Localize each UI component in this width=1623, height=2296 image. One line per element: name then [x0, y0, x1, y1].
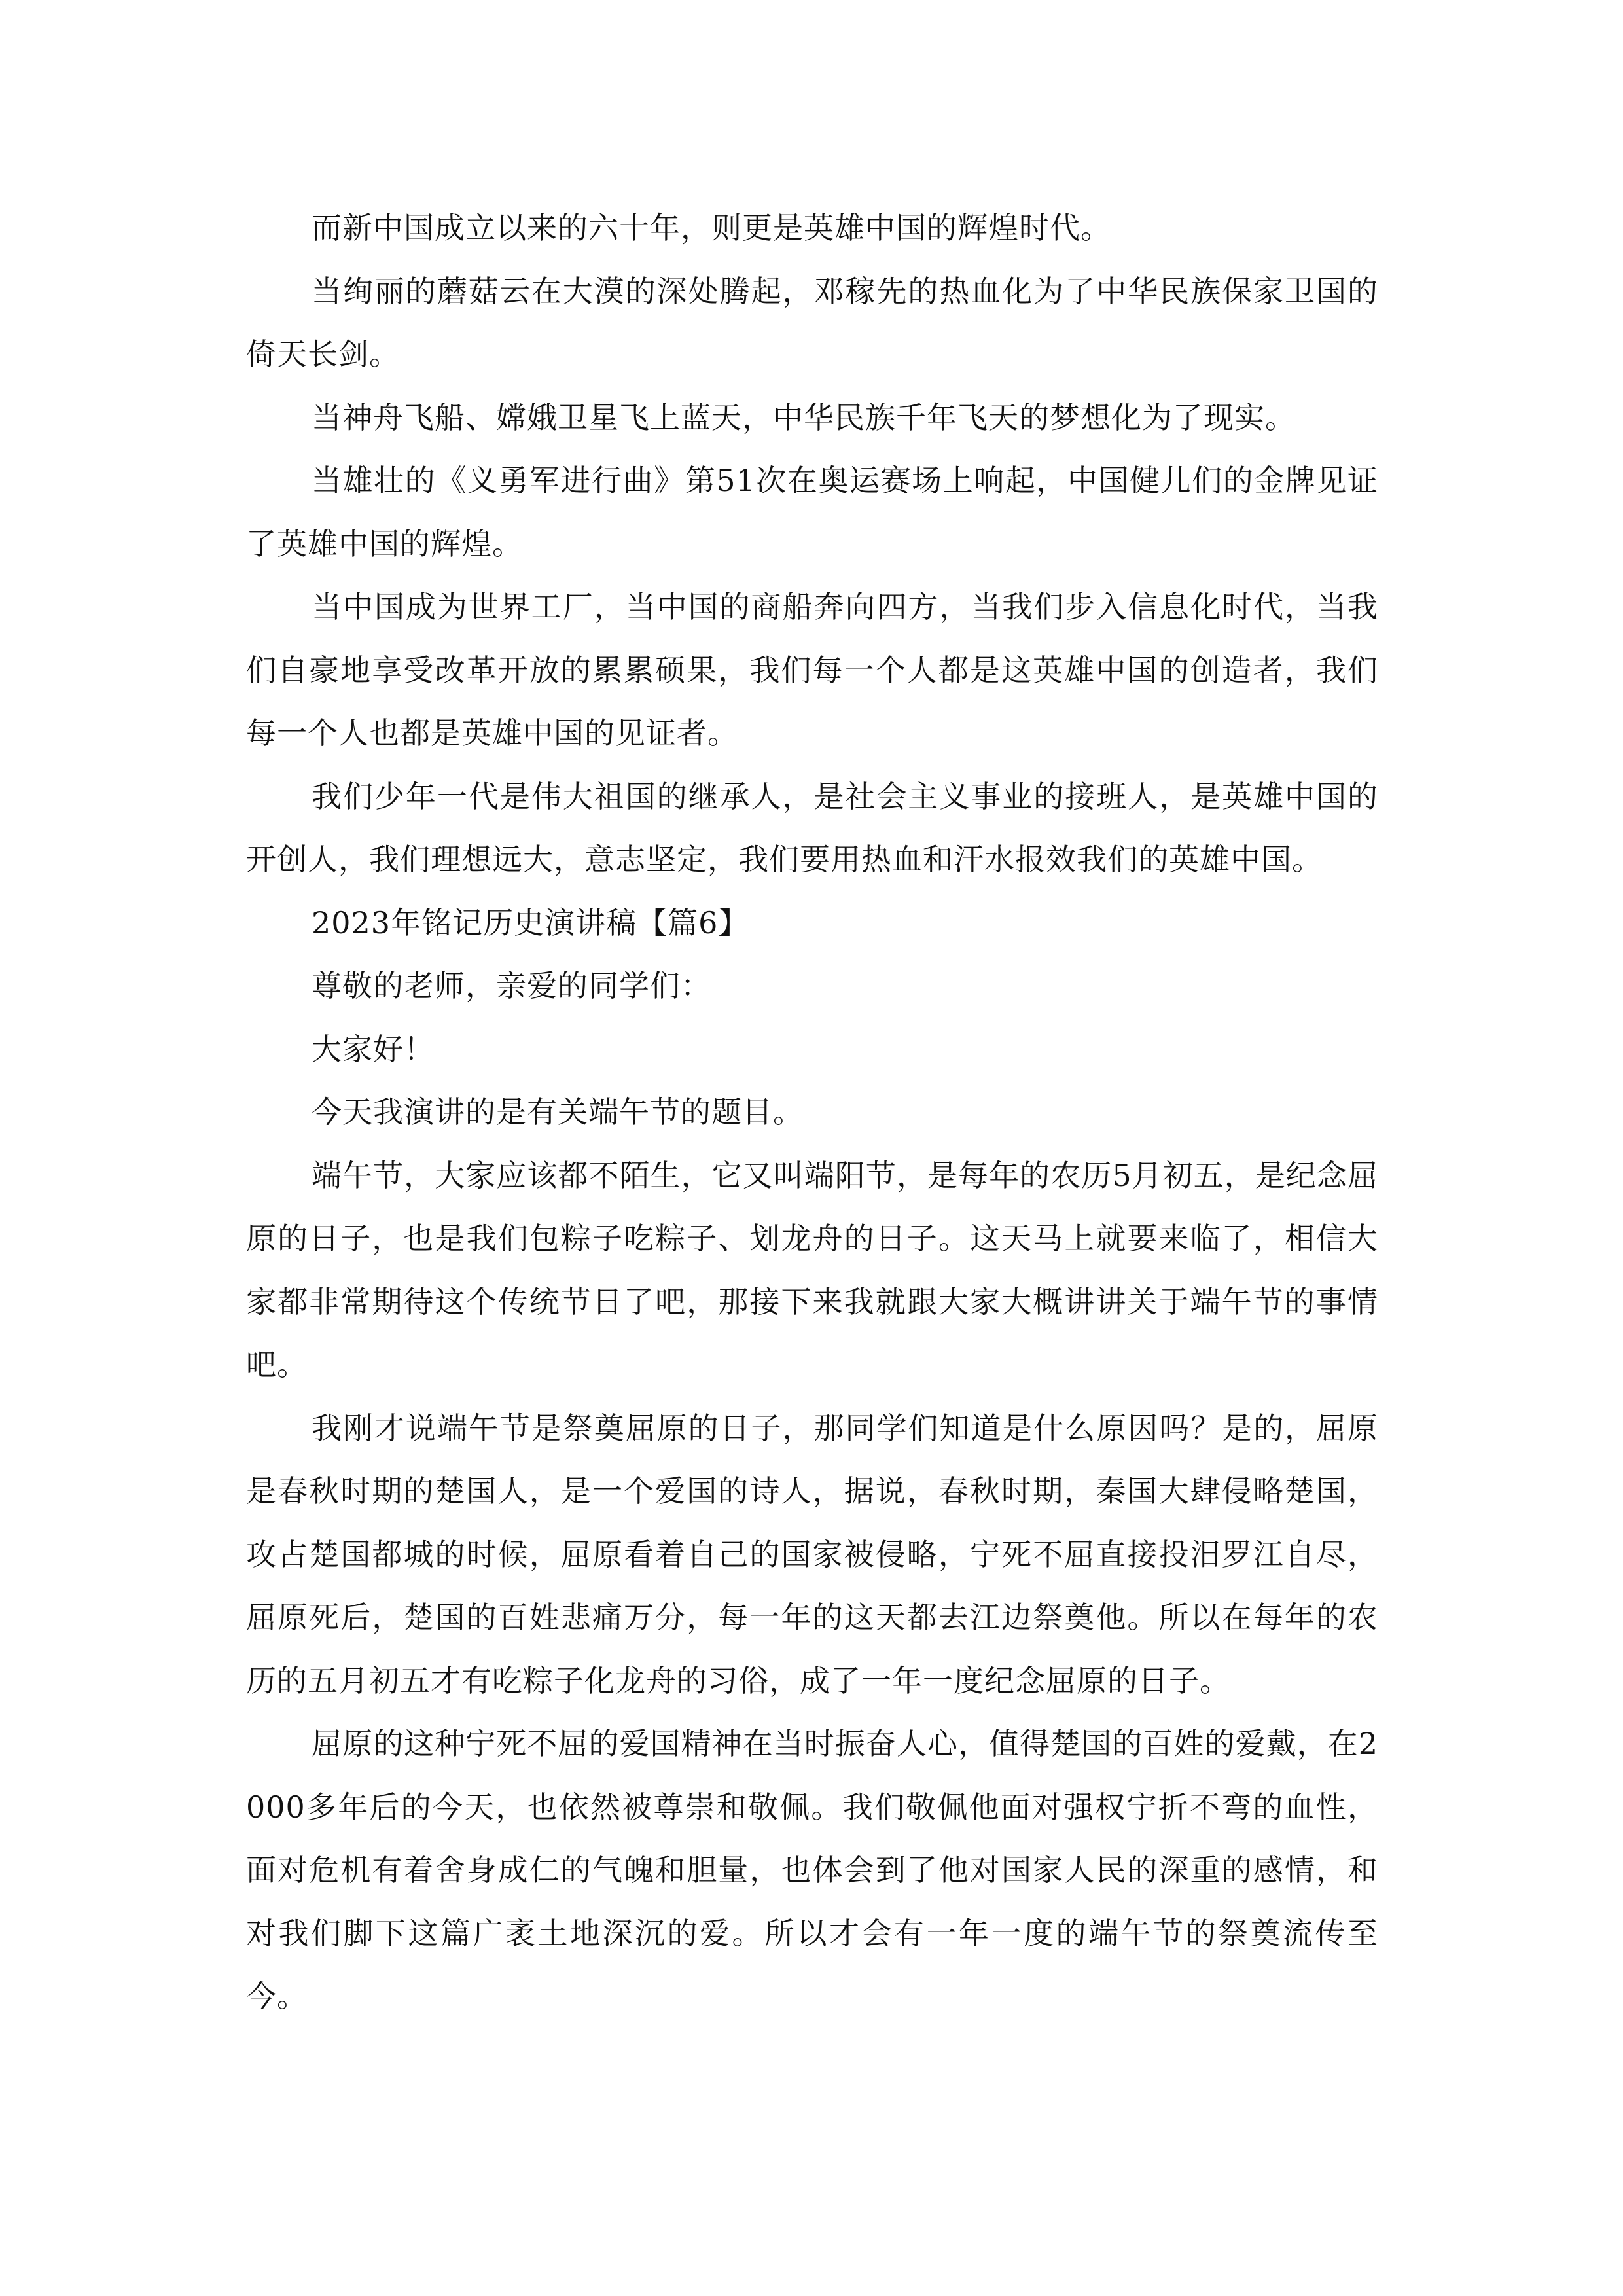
- paragraph: 当绚丽的蘑菇云在大漠的深处腾起，邓稼先的热血化为了中华民族保家卫国的倚天长剑。: [246, 273, 1378, 372]
- paragraph: 当神舟飞船、嫦娥卫星飞上蓝天，中华民族千年飞天的梦想化为了现实。: [312, 399, 1296, 435]
- paragraph: 端午节，大家应该都不陌生，它又叫端阳节，是每年的农历5月初五，是纪念屈原的日子，也是我们包粽子吃粽子、划龙舟的日子。这天马上就要来临了，相信大家都非常期待这个传统节日了吧，那接下来我就跟大家大概讲讲关于端午节的事情吧。: [246, 1157, 1378, 1382]
- document-body: [246, 196, 1378, 2028]
- salutation: 尊敬的老师，亲爱的同学们：: [312, 968, 711, 1003]
- section-heading: 2023年铭记历史演讲稿【篇6】: [312, 905, 749, 941]
- paragraph: 我们少年一代是伟大祖国的继承人，是社会主义事业的接班人，是英雄中国的开创人，我们理想远大，意志坚定，我们要用热血和汗水报效我们的英雄中国。: [246, 778, 1378, 877]
- paragraph: 当雄壮的《义勇军进行曲》第51次在奥运赛场上响起，中国健儿们的金牌见证了英雄中国的辉煌。: [246, 463, 1378, 562]
- paragraph: 屈原的这种宁死不屈的爱国精神在当时振奋人心，值得楚国的百姓的爱戴，在2000多年后的今天，也依然被尊崇和敬佩。我们敬佩他面对强权宁折不弯的血性，面对危机有着舍身成仁的气魄和胆量，也体会到了他对国家人民的深重的感情，和对我们脚下这篇广袤土地深沉的爱。所以才会有一年一度的端午节的祭奠流传至今。: [246, 1726, 1378, 2014]
- paragraph: 今天我演讲的是有关端午节的题目。: [312, 1094, 804, 1130]
- greeting: 大家好！: [312, 1031, 435, 1067]
- paragraph: 当中国成为世界工厂，当中国的商船奔向四方，当我们步入信息化时代，当我们自豪地享受改革开放的累累硕果，我们每一个人都是这英雄中国的创造者，我们每一个人也都是英雄中国的见证者。: [246, 589, 1378, 751]
- paragraph: 我刚才说端午节是祭奠屈原的日子，那同学们知道是什么原因吗？是的，屈原是春秋时期的楚国人，是一个爱国的诗人，据说，春秋时期，秦国大肆侵略楚国，攻占楚国都城的时候，屈原看着自己的国家被侵略，宁死不屈直接投汨罗江自尽，屈原死后，楚国的百姓悲痛万分，每一年的这天都去江边祭奠他。所以在每年的农历的五月初五才有吃粽子化龙舟的习俗，成了一年一度纪念屈原的日子。: [246, 1410, 1378, 1698]
- paragraph: 而新中国成立以来的六十年，则更是英雄中国的辉煌时代。: [312, 210, 1111, 245]
